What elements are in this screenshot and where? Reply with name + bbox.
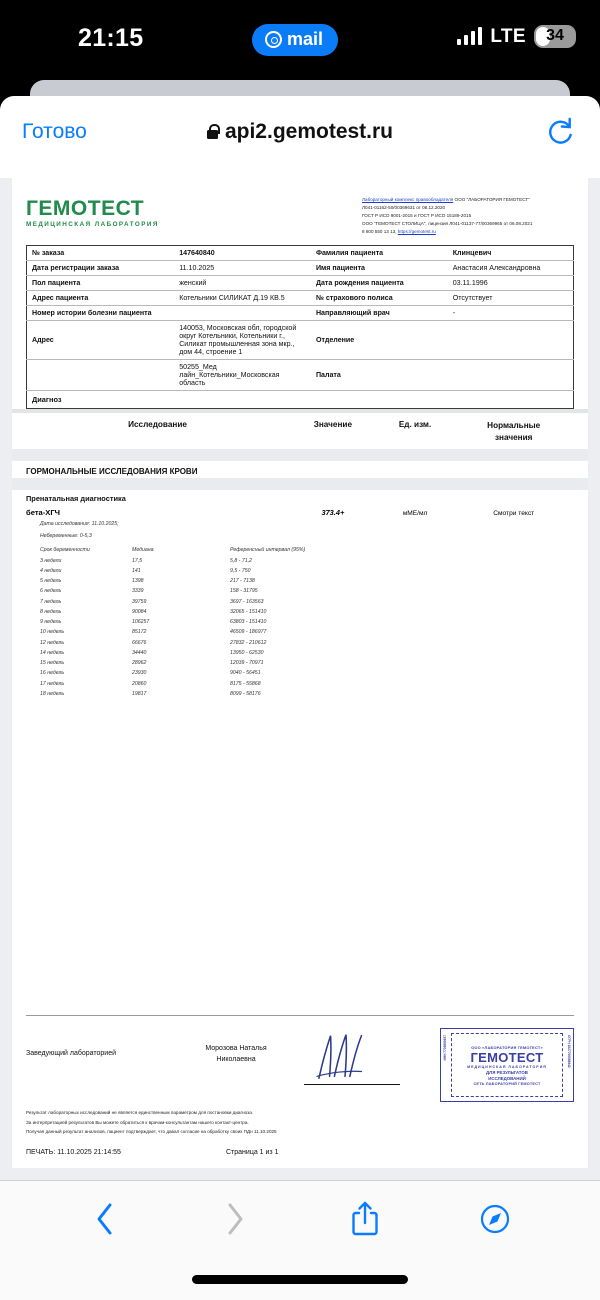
nonpregnant-note: Небеременные: 0-5,3 <box>40 533 92 540</box>
reference-median: 19817 <box>132 690 147 697</box>
footer-rule <box>26 1015 574 1016</box>
patient-info-table <box>26 245 574 409</box>
diagnosis-row <box>27 391 574 409</box>
reference-week: 18 недель <box>40 690 65 697</box>
patient-field-value <box>174 306 311 321</box>
patient-field-label: Имя пациента <box>311 261 448 276</box>
legal-owner-rest: ООО "ЛАБОРАТОРИЯ ГЕМОТЕСТ" <box>453 197 530 202</box>
patient-field-value: Котельники СИЛИКАТ Д.19 КВ.5 <box>174 291 311 306</box>
reference-week: 4 недели <box>40 567 62 574</box>
reference-header-row <box>40 546 324 556</box>
reference-column-header: Медиана <box>132 547 154 554</box>
print-timestamp: ПЕЧАТЬ: 11.10.2025 21:14:55 <box>26 1149 121 1156</box>
patient-info-body <box>27 246 574 409</box>
back-button[interactable] <box>40 1189 170 1249</box>
patient-info-row <box>27 306 574 321</box>
patient-field-value: 140053, Московская обл, городской округ Котельники, Котельники г., Силикат промышленная зона мкр., дом 44, строение 1 <box>174 321 311 360</box>
stamp-tagline: МЕДИЦИНСКАЯ ЛАБОРАТОРИЯ <box>467 1064 547 1069</box>
reference-row <box>40 690 324 700</box>
disclaimer-line-3: Получая данный результат анализов, пациент подтверждает, что давал согласие на обработку своих ПДн 11.10.2025 <box>26 1129 277 1135</box>
reference-interval: 8175 - 55868 <box>230 680 261 687</box>
reference-row <box>40 659 324 669</box>
patient-field-label <box>27 360 175 391</box>
patient-field-value: Отсутствует <box>448 291 574 306</box>
patient-field-label: Дата рождения пациента <box>311 276 448 291</box>
signature-row <box>26 1028 574 1102</box>
header-value: Значение <box>313 420 352 430</box>
reference-week: 8 недель <box>40 608 62 615</box>
patient-field-value: Анастасия Александровна <box>448 261 574 276</box>
patient-info-row <box>27 261 574 276</box>
safari-tabs-button[interactable] <box>430 1189 560 1249</box>
reference-interval: 3697 - 163563 <box>230 598 264 605</box>
reference-interval: 13950 - 62530 <box>230 649 264 656</box>
signature-name: Морозова Наталья Николаевна <box>205 1045 267 1063</box>
disclaimer-line-1: Результат лабораторных исследований не является единственным параметром для постановки диагноза. <box>26 1110 254 1116</box>
reference-median: 39759 <box>132 598 147 605</box>
result-normal: Смотри текст <box>493 509 535 517</box>
url-text: api2.gemotest.ru <box>224 120 394 143</box>
reference-median: 23930 <box>132 670 147 677</box>
result-unit: мМЕ/мл <box>402 509 428 517</box>
patient-field-label: Фамилия пациента <box>311 246 448 261</box>
reference-interval: 9,5 - 750 <box>230 567 251 574</box>
patient-field-label: № страхового полиса <box>311 291 448 306</box>
header-band <box>12 449 588 461</box>
reference-row <box>40 649 324 659</box>
reference-week: 10 недель <box>40 629 65 636</box>
patient-field-label: Номер истории болезни пациента <box>27 306 175 321</box>
patient-field-value <box>448 321 574 360</box>
reference-week: 6 недель <box>40 588 62 595</box>
legal-link-owner[interactable]: Лабораторный комплекс правообладателя <box>362 197 454 202</box>
diagnosis-label: Диагноз <box>27 391 574 409</box>
reference-median: 90084 <box>132 608 147 615</box>
legal-phone: 8 800 550 13 13, <box>362 228 397 234</box>
at-sign-icon <box>265 31 282 48</box>
legal-line-4: ООО "ГЕМОТЕСТ СТОЛИЦА", лицензия Л041-01137-77/00369965 от 06.08.2021 <box>362 220 533 226</box>
reference-column-header: Срок беременности <box>40 547 90 554</box>
patient-field-label: Отделение <box>311 321 448 360</box>
reference-row <box>40 598 324 608</box>
legal-line-2: Л041-01162-50/00369631 от 08.12.2020 <box>362 204 446 210</box>
reference-week: 16 недель <box>40 670 65 677</box>
reference-interval: 158 - 31795 <box>230 588 258 595</box>
report-header <box>12 196 588 235</box>
reference-row <box>40 680 324 690</box>
patient-field-value <box>448 360 574 391</box>
patient-field-value: - <box>448 306 574 321</box>
reference-row <box>40 669 324 679</box>
logo-wordmark: ГЕМОТЕСТ <box>26 197 145 220</box>
reference-week: 3 недели <box>40 557 62 564</box>
reference-week: 15 недель <box>40 660 65 667</box>
handwritten-signature <box>296 1028 416 1091</box>
header-study: Исследование <box>128 420 187 430</box>
reference-week: 7 недель <box>40 598 62 605</box>
legal-site-link[interactable]: https://gemotest.ru <box>397 228 436 234</box>
reference-interval: 27832 - 210612 <box>230 639 267 646</box>
result-name: бета-ХГЧ <box>26 507 60 517</box>
stamp-top-text: ООО «ЛАБОРАТОРИЯ ГЕМОТЕСТ» <box>471 1044 543 1050</box>
reference-week: 5 недель <box>40 578 62 585</box>
disclaimer-line-2: За интерпретацией результатов Вы можете обратиться к врачам-консультантам нашего контакт-центра. <box>26 1119 249 1125</box>
subgroup-band <box>12 478 588 490</box>
reference-median: 20860 <box>132 680 147 687</box>
patient-field-label: Адрес пациента <box>27 291 175 306</box>
page-number: Страница 1 из 1 <box>226 1149 279 1156</box>
gemotest-logo <box>26 196 186 228</box>
patient-field-value: Клинцевич <box>448 246 574 261</box>
reference-median: 17,5 <box>132 557 143 564</box>
reference-table-head <box>40 546 324 556</box>
done-button[interactable]: Готово <box>22 120 87 143</box>
cellular-bars-icon <box>457 28 483 45</box>
header-unit: Ед. изм. <box>398 420 432 430</box>
group-title: ГОРМОНАЛЬНЫЕ ИССЛЕДОВАНИЯ КРОВИ <box>26 466 198 476</box>
stamp-side-right: ОГРН 1027700568842 <box>567 1035 571 1068</box>
reference-row <box>40 577 324 587</box>
stamp-side-left: ИНН 7706895657 <box>443 1035 447 1061</box>
status-time: 21:15 <box>78 24 144 52</box>
stamp-line-1: ДЛЯ РЕЗУЛЬТАТОВ <box>486 1069 528 1075</box>
stamp-wordmark: ГЕМОТЕСТ <box>470 1049 544 1065</box>
reference-interval: 63803 - 151410 <box>230 619 267 626</box>
lab-report-page <box>12 178 588 1168</box>
reference-median: 66676 <box>132 639 147 646</box>
stamp-line-2: ИССЛЕДОВАНИЙ <box>488 1075 526 1081</box>
dynamic-island-mail-pill[interactable] <box>252 24 338 56</box>
reference-interval: 8099 - 58176 <box>230 690 261 697</box>
patient-field-label: Дата регистрации заказа <box>27 261 175 276</box>
subgroup-title: Пренатальная диагностика <box>26 493 126 503</box>
reference-interval: 5,8 - 71,2 <box>230 557 252 564</box>
patient-info-row <box>27 276 574 291</box>
result-value: 373.4+ <box>321 507 345 517</box>
report-footer <box>12 1015 588 1168</box>
reference-median: 1398 <box>132 578 144 585</box>
patient-field-value: 50255_Мед лайн_Котельники_Московская область <box>174 360 311 391</box>
reference-row <box>40 587 324 597</box>
share-button[interactable] <box>300 1189 430 1249</box>
status-indicators <box>457 25 576 48</box>
patient-field-label: № заказа <box>27 246 175 261</box>
patient-field-value: женский <box>174 276 311 291</box>
home-indicator <box>192 1275 408 1284</box>
patient-field-label: Палата <box>311 360 448 391</box>
results-table-header <box>12 413 588 448</box>
logo-tagline: МЕДИЦИНСКАЯ ЛАБОРАТОРИЯ <box>26 221 159 228</box>
disclaimer-block <box>26 1108 574 1137</box>
forward-button[interactable] <box>170 1189 300 1249</box>
print-info-row <box>26 1149 574 1156</box>
legal-line-3: ГОСТ Р ИСО 9001-2015 и ГОСТ Р ИСО 15189-2015 <box>362 212 472 218</box>
legal-block <box>362 196 574 235</box>
page-content[interactable] <box>0 178 600 1180</box>
reference-median: 106257 <box>132 619 150 626</box>
reference-week: 9 недель <box>40 619 62 626</box>
network-label: LTE <box>490 25 526 47</box>
status-bar <box>0 0 600 78</box>
reference-median: 34440 <box>132 649 147 656</box>
reference-interval: 32065 - 151410 <box>230 608 267 615</box>
stamp-bottom-text: СЕТЬ ЛАБОРАТОРИЙ ГЕМОТЕСТ <box>473 1081 541 1086</box>
reload-button[interactable] <box>546 116 574 146</box>
reference-interval: 217 - 7138 <box>230 578 255 585</box>
signature-title: Заведующий лабораторией <box>26 1050 116 1058</box>
reference-row <box>40 618 324 628</box>
url-bar[interactable] <box>0 120 600 144</box>
reference-column-header: Референсный интервал (95%) <box>230 547 306 554</box>
reference-row <box>40 557 324 567</box>
reference-interval-table <box>40 546 324 700</box>
header-normal: Нормальные значения <box>487 421 541 442</box>
reference-week: 17 недель <box>40 680 65 687</box>
reference-row <box>40 567 324 577</box>
battery-level: 34 <box>546 27 564 44</box>
reference-week: 12 недель <box>40 639 65 646</box>
patient-field-value: 11.10.2025 <box>174 261 311 276</box>
laboratory-stamp <box>440 1028 574 1102</box>
patient-info-row <box>27 291 574 306</box>
patient-field-label: Направляющий врач <box>311 306 448 321</box>
patient-info-row <box>27 321 574 360</box>
patient-field-value: 03.11.1996 <box>448 276 574 291</box>
patient-field-label: Адрес <box>27 321 175 360</box>
signature-line <box>304 1084 400 1085</box>
stamp-inner <box>451 1033 563 1097</box>
browser-toolbar <box>0 1180 600 1300</box>
reference-interval: 12039 - 70971 <box>230 660 264 667</box>
battery-indicator <box>534 25 576 48</box>
patient-field-label: Пол пациента <box>27 276 175 291</box>
patient-field-value: 147640840 <box>174 246 311 261</box>
study-date-note: Дата исследования: 11.10.2025; <box>40 520 119 527</box>
reference-week: 14 недель <box>40 649 65 656</box>
reference-row <box>40 628 324 638</box>
reference-median: 141 <box>132 567 141 574</box>
reference-median: 3339 <box>132 588 144 595</box>
reference-row <box>40 639 324 649</box>
reference-table-body <box>40 557 324 701</box>
reference-row <box>40 608 324 618</box>
lock-icon <box>207 130 218 139</box>
result-row <box>12 506 588 517</box>
reference-median: 85172 <box>132 629 147 636</box>
patient-info-row <box>27 246 574 261</box>
browser-navbar <box>0 96 600 178</box>
mail-pill-label: mail <box>287 29 324 49</box>
reference-interval: 46509 - 186977 <box>230 629 267 636</box>
reference-median: 28962 <box>132 660 147 667</box>
patient-info-row <box>27 360 574 391</box>
reference-interval: 9040 - 56451 <box>230 670 261 677</box>
